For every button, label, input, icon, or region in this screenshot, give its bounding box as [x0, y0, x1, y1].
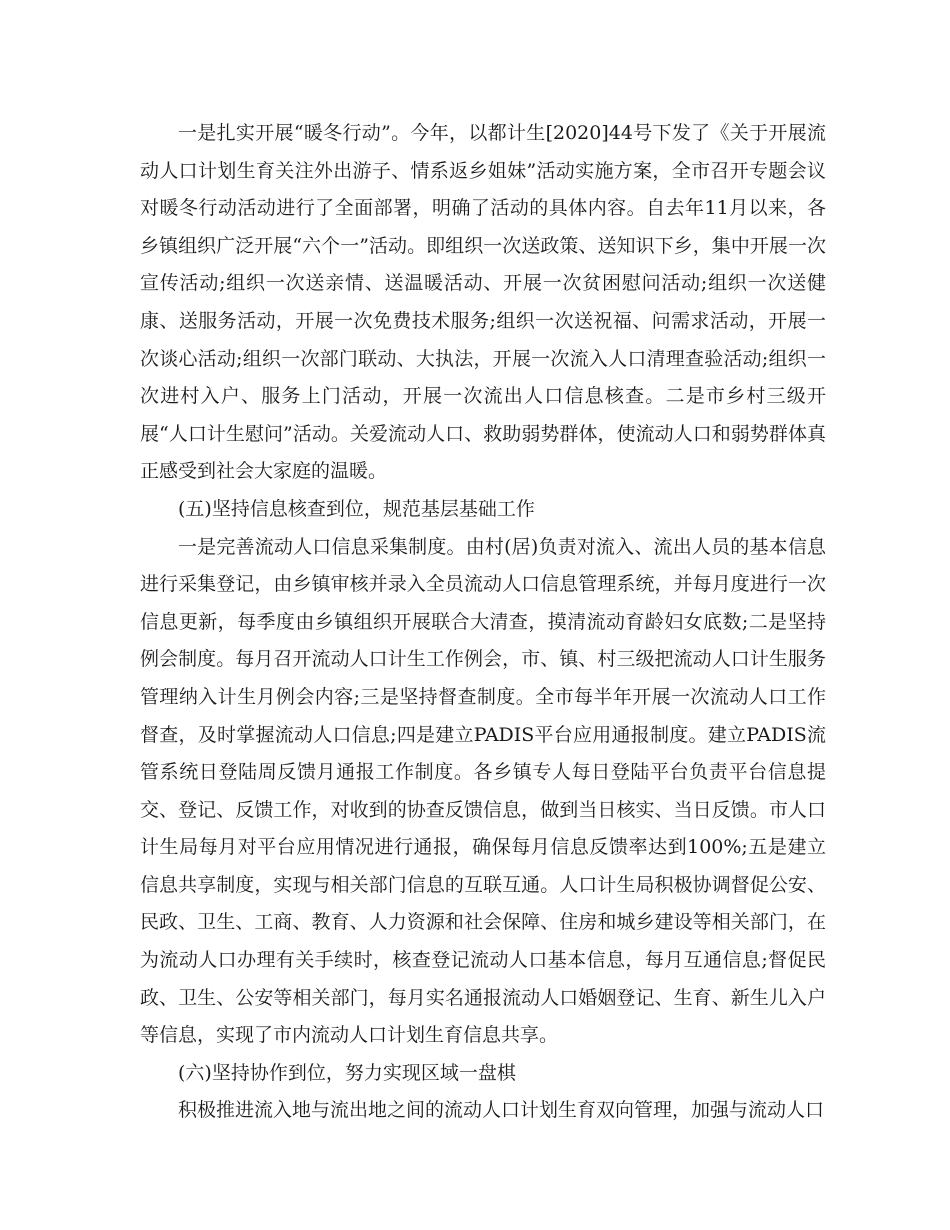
paragraph-regional-cooperation: 积极推进流入地与流出地之间的流动人口计划生育双向管理，加强与流动人口: [178, 1099, 825, 1122]
section-heading-5: (五)坚持信息核查到位，规范基层基础工作: [178, 497, 535, 520]
paragraph-warm-winter-action: 一是扎实开展“暖冬行动”。今年，以都计生[2020]44号下发了《关于开展流动人口计划生育关注外出游子、情系返乡姐妹”活动实施方案，全市召开专题会议对暖冬行动活动进行了全面部署，明确了活动的具体内容。自去年11月以来，各乡镇组织广泛开展“六个一”活动。即组织一次送政策、送知识下乡，集中开展一次宣传活动;组织一次送亲情、送温暖活动、开展一次贫困慰问活动;组织一次送健康、送服务活动，开展一次免费技术服务;组织一次送祝福、问需求活动，开展一次谈心活动;组织一次部门联动、大执法，开展一次流入人口清理查验活动;组织一次进村入户、服务上门活动，开展一次流出人口信息核查。二是市乡村三级开展“人口计生慰问”活动。关爱流动人口、救助弱势群体，使流动人口和弱势群体真正感受到社会大家庭的温暖。: [140, 122, 826, 483]
paragraph-info-verification: 一是完善流动人口信息采集制度。由村(居)负责对流入、流出人员的基本信息进行采集登记，由乡镇审核并录入全员流动人口信息管理系统，并每月度进行一次信息更新，每季度由乡镇组织开展联合大清查，摸清流动育龄妇女底数;二是坚持例会制度。每月召开流动人口计生工作例会，市、镇、村三级把流动人口计生服务管理纳入计生月例会内容;三是坚持督查制度。全市每半年开展一次流动人口工作督查，及时掌握流动人口信息;四是建立PADIS平台应用通报制度。建立PADIS流管系统日登陆周反馈月通报工作制度。各乡镇专人每日登陆平台负责平台信息提交、登记、反馈工作，对收到的协查反馈信息，做到当日核实、当日反馈。市人口计生局每月对平台应用情况进行通报，确保每月信息反馈率达到100%;五是建立信息共享制度，实现与相关部门信息的互联互通。人口计生局积极协调督促公安、民政、卫生、工商、教育、人力资源和社会保障、住房和城乡建设等相关部门，在为流动人口办理有关手续时，核查登记流动人口基本信息，每月互通信息;督促民政、卫生、公安等相关部门，每月实名通报流动人口婚姻登记、生育、新生儿入户等信息，实现了市内流动人口计划生育信息共享。: [140, 535, 826, 1047]
section-heading-6: (六)坚持协作到位，努力实现区域一盘棋: [178, 1061, 516, 1084]
document-page: [140, 115, 826, 1130]
